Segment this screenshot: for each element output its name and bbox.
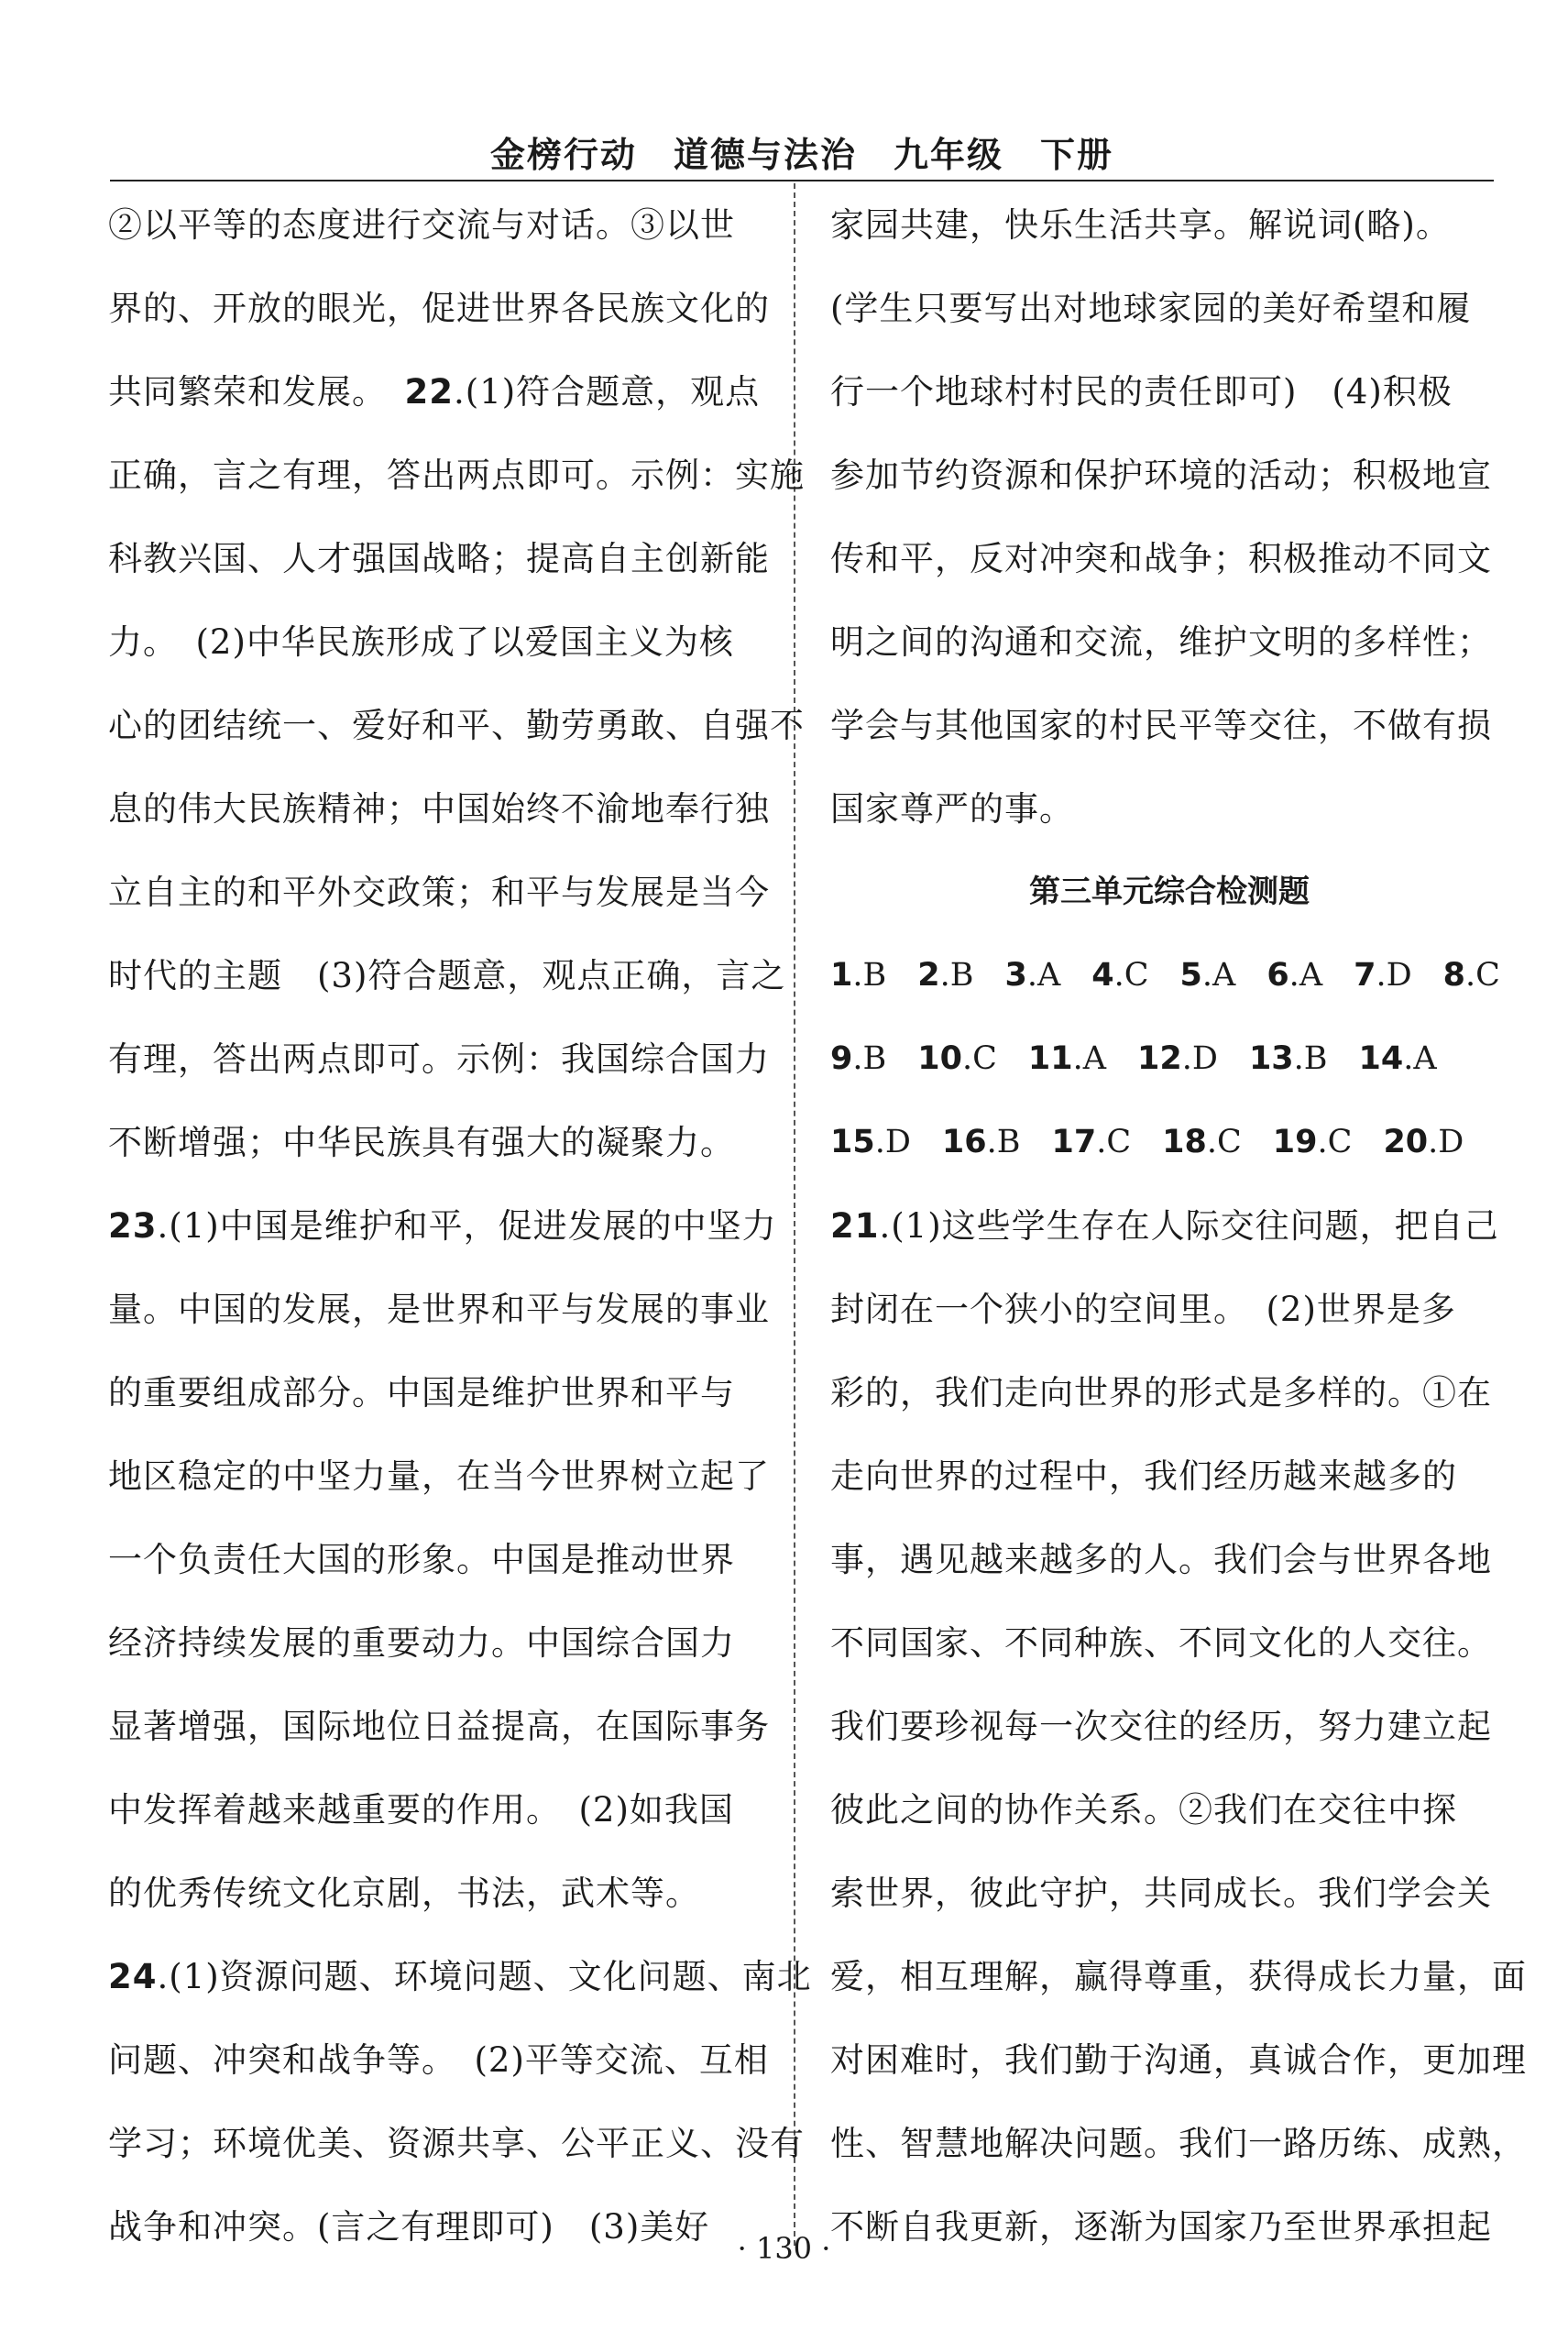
mc-answer-letter: A [1413,1040,1437,1077]
text-line: 一个负责任大国的形象。中国是推动世界 [108,1540,735,1579]
mc-question-number: 19 [1272,1124,1318,1160]
text-line: 有理，答出两点即可。示例：我国综合国力 [108,1039,770,1079]
page-number: · 130 · [737,2231,831,2266]
text-line: 封闭在一个狭小的空间里。 (2)世界是多 [830,1290,1456,1329]
text-line: 家园共建，快乐生活共享。解说词(略)。 [830,205,1451,245]
text-line: 传和平，反对冲突和战争；积极推动不同文 [830,539,1492,578]
mc-answer: 6.A [1266,957,1323,994]
text-line: 息的伟大民族精神；中国始终不渝地奉行独 [108,789,770,829]
mc-question-number: 16 [941,1124,987,1160]
text-line: 不同国家、不同种族、不同文化的人交往。 [830,1623,1492,1663]
mc-answer: 2.B [917,957,974,994]
mc-answer-letter: D [1438,1124,1464,1160]
mc-answer: 8.C [1442,957,1500,994]
text-line: 正确，言之有理，答出两点即可。示例：实施 [108,456,805,495]
mc-answer-letter: D [1191,1040,1218,1077]
header-rule [110,180,1494,181]
mc-row [830,1017,1508,1101]
text-line: 21.(1)这些学生存在人际交往问题，把自己 [830,1206,1499,1246]
text-line: 量。中国的发展，是世界和平与发展的事业 [108,1290,770,1329]
question-number: 23 [108,1206,158,1246]
text-line: 23.(1)中国是维护和平，促进发展的中坚力 [108,1206,777,1246]
mc-question-number: 8 [1442,957,1466,994]
mc-answer: 20.D [1383,1124,1464,1160]
text-line: 时代的主题 (3)符合题意，观点正确，言之 [108,956,786,995]
text-line: 不断自我更新，逐渐为国家乃至世界承担起 [830,2207,1492,2247]
text-line: 明之间的沟通和交流，维护文明的多样性； [830,622,1492,662]
text-line: 24.(1)资源问题、环境问题、文化问题、南北 [108,1957,812,1996]
mc-answer-letter: B [996,1124,1021,1160]
multiple-choice-answers [830,934,1508,1184]
text-line: 力。 (2)中华民族形成了以爱国主义为核 [108,622,734,662]
mc-answer-letter: C [1106,1124,1132,1160]
mc-answer-letter: D [884,1124,911,1160]
mc-answer: 4.C [1091,957,1149,994]
question-number: 24 [108,1957,158,1996]
mc-question-number: 7 [1354,957,1376,994]
mc-question-number: 3 [1004,957,1027,994]
right-top-text [830,183,1508,851]
mc-question-number: 4 [1091,957,1114,994]
mc-answer: 17.C [1051,1124,1132,1160]
mc-answer: 7.D [1354,957,1412,994]
mc-answer-letter: A [1082,1040,1107,1077]
section-title: 第三单元综合检测题 [1029,874,1310,910]
question-number: 21 [830,1206,880,1246]
mc-answer-letter: A [1212,957,1236,994]
text-line: 立自主的和平外交政策；和平与发展是当今 [108,873,770,912]
text-line: 地区稳定的中坚力量，在当今世界树立起了 [108,1456,770,1496]
mc-question-number: 14 [1358,1040,1404,1077]
mc-answer-letter: C [1217,1124,1242,1160]
text-line: 性、智慧地解决问题。我们一路历练、成熟， [830,2124,1527,2163]
mc-question-number: 20 [1383,1124,1429,1160]
text-line: 心的团结统一、爱好和平、勤劳勇敢、自强不 [108,706,805,745]
text-line: 对困难时，我们勤于沟通，真诚合作，更加理 [830,2040,1527,2080]
text-line: 学会与其他国家的村民平等交往，不做有损 [830,706,1492,745]
text-line: 不断增强；中华民族具有强大的凝聚力。 [108,1123,735,1162]
mc-question-number: 6 [1266,957,1289,994]
mc-answer-letter: A [1299,957,1323,994]
mc-question-number: 12 [1137,1040,1182,1077]
mc-answer-letter: C [1327,1124,1353,1160]
text-line: 的优秀传统文化京剧，书法，武术等。 [108,1874,700,1913]
page-header: 金榜行动 道德与法治 九年级 下册 [489,135,1113,175]
mc-question-number: 1 [830,957,853,994]
mc-question-number: 18 [1162,1124,1207,1160]
mc-answer: 15.D [830,1124,911,1160]
mc-answer-letter: B [862,957,887,994]
text-line: 事，遇见越来越多的人。我们会与世界各地 [830,1540,1492,1579]
text-line: 经济持续发展的重要动力。中国综合国力 [108,1623,735,1663]
mc-answer: 11.A [1027,1040,1107,1077]
text-line: 学习；环境优美、资源共享、公平正义、没有 [108,2124,805,2163]
mc-answer-letter: C [1475,957,1500,994]
text-line: 我们要珍视每一次交往的经历，努力建立起 [830,1707,1492,1746]
mc-question-number: 9 [830,1040,853,1077]
text-line: 问题、冲突和战争等。 (2)平等交流、互相 [108,2040,769,2080]
text-line: 共同繁荣和发展。 22.(1)符合题意，观点 [108,372,761,412]
right-column [830,183,1527,2269]
mc-answer: 16.B [941,1124,1021,1160]
text-line: ②以平等的态度进行交流与对话。③以世 [108,205,735,245]
mc-answer-letter: B [949,957,974,994]
mc-question-number: 11 [1027,1040,1073,1077]
mc-answer-letter: C [972,1040,997,1077]
text-line: 国家尊严的事。 [830,789,1074,829]
mc-question-number: 2 [917,957,940,994]
mc-question-number: 17 [1051,1124,1097,1160]
mc-answer: 10.C [917,1040,997,1077]
text-line: 彼此之间的协作关系。②我们在交往中探 [830,1790,1457,1830]
text-line: 走向世界的过程中，我们经历越来越多的 [830,1456,1457,1496]
mc-answer: 19.C [1272,1124,1353,1160]
text-line: 索世界，彼此守护，共同成长。我们学会关 [830,1874,1492,1913]
mc-row [830,934,1508,1017]
mc-answer-letter: D [1386,957,1412,994]
mc-answer-letter: B [1303,1040,1328,1077]
mc-answer: 9.B [830,1040,887,1077]
text-line: 科教兴国、人才强国战略；提高自主创新能 [108,539,770,578]
text-line: 爱，相互理解，赢得尊重，获得成长力量，面 [830,1957,1527,1996]
mc-answer: 5.A [1179,957,1236,994]
mc-question-number: 15 [830,1124,875,1160]
mc-answer-letter: A [1036,957,1061,994]
text-line: 参加节约资源和保护环境的活动；积极地宣 [830,456,1492,495]
text-line: (学生只要写出对地球家园的美好希望和履 [830,289,1472,328]
mc-answer-letter: B [862,1040,887,1077]
mc-answer: 13.B [1248,1040,1328,1077]
mc-answer: 1.B [830,957,887,994]
question-number: 22 [404,372,454,412]
mc-answer: 3.A [1004,957,1061,994]
mc-answer: 14.A [1358,1040,1437,1077]
text-line: 行一个地球村村民的责任即可) (4)积极 [830,372,1453,412]
text-line: 战争和冲突。(言之有理即可) (3)美好 [108,2207,710,2247]
mc-question-number: 10 [917,1040,962,1077]
text-line: 显著增强，国际地位日益提高，在国际事务 [108,1707,770,1746]
mc-question-number: 13 [1248,1040,1294,1077]
mc-question-number: 5 [1179,957,1202,994]
mc-answer-letter: C [1124,957,1149,994]
text-line: 界的、开放的眼光，促进世界各民族文化的 [108,289,770,328]
mc-answer: 12.D [1137,1040,1218,1077]
mc-answer: 18.C [1162,1124,1242,1160]
text-line: 中发挥着越来越重要的作用。 (2)如我国 [108,1790,734,1830]
mc-row [830,1101,1508,1184]
right-bottom-text [830,1184,1527,2269]
text-line: 的重要组成部分。中国是维护世界和平与 [108,1373,735,1412]
text-line: 彩的，我们走向世界的形式是多样的。①在 [830,1373,1492,1412]
